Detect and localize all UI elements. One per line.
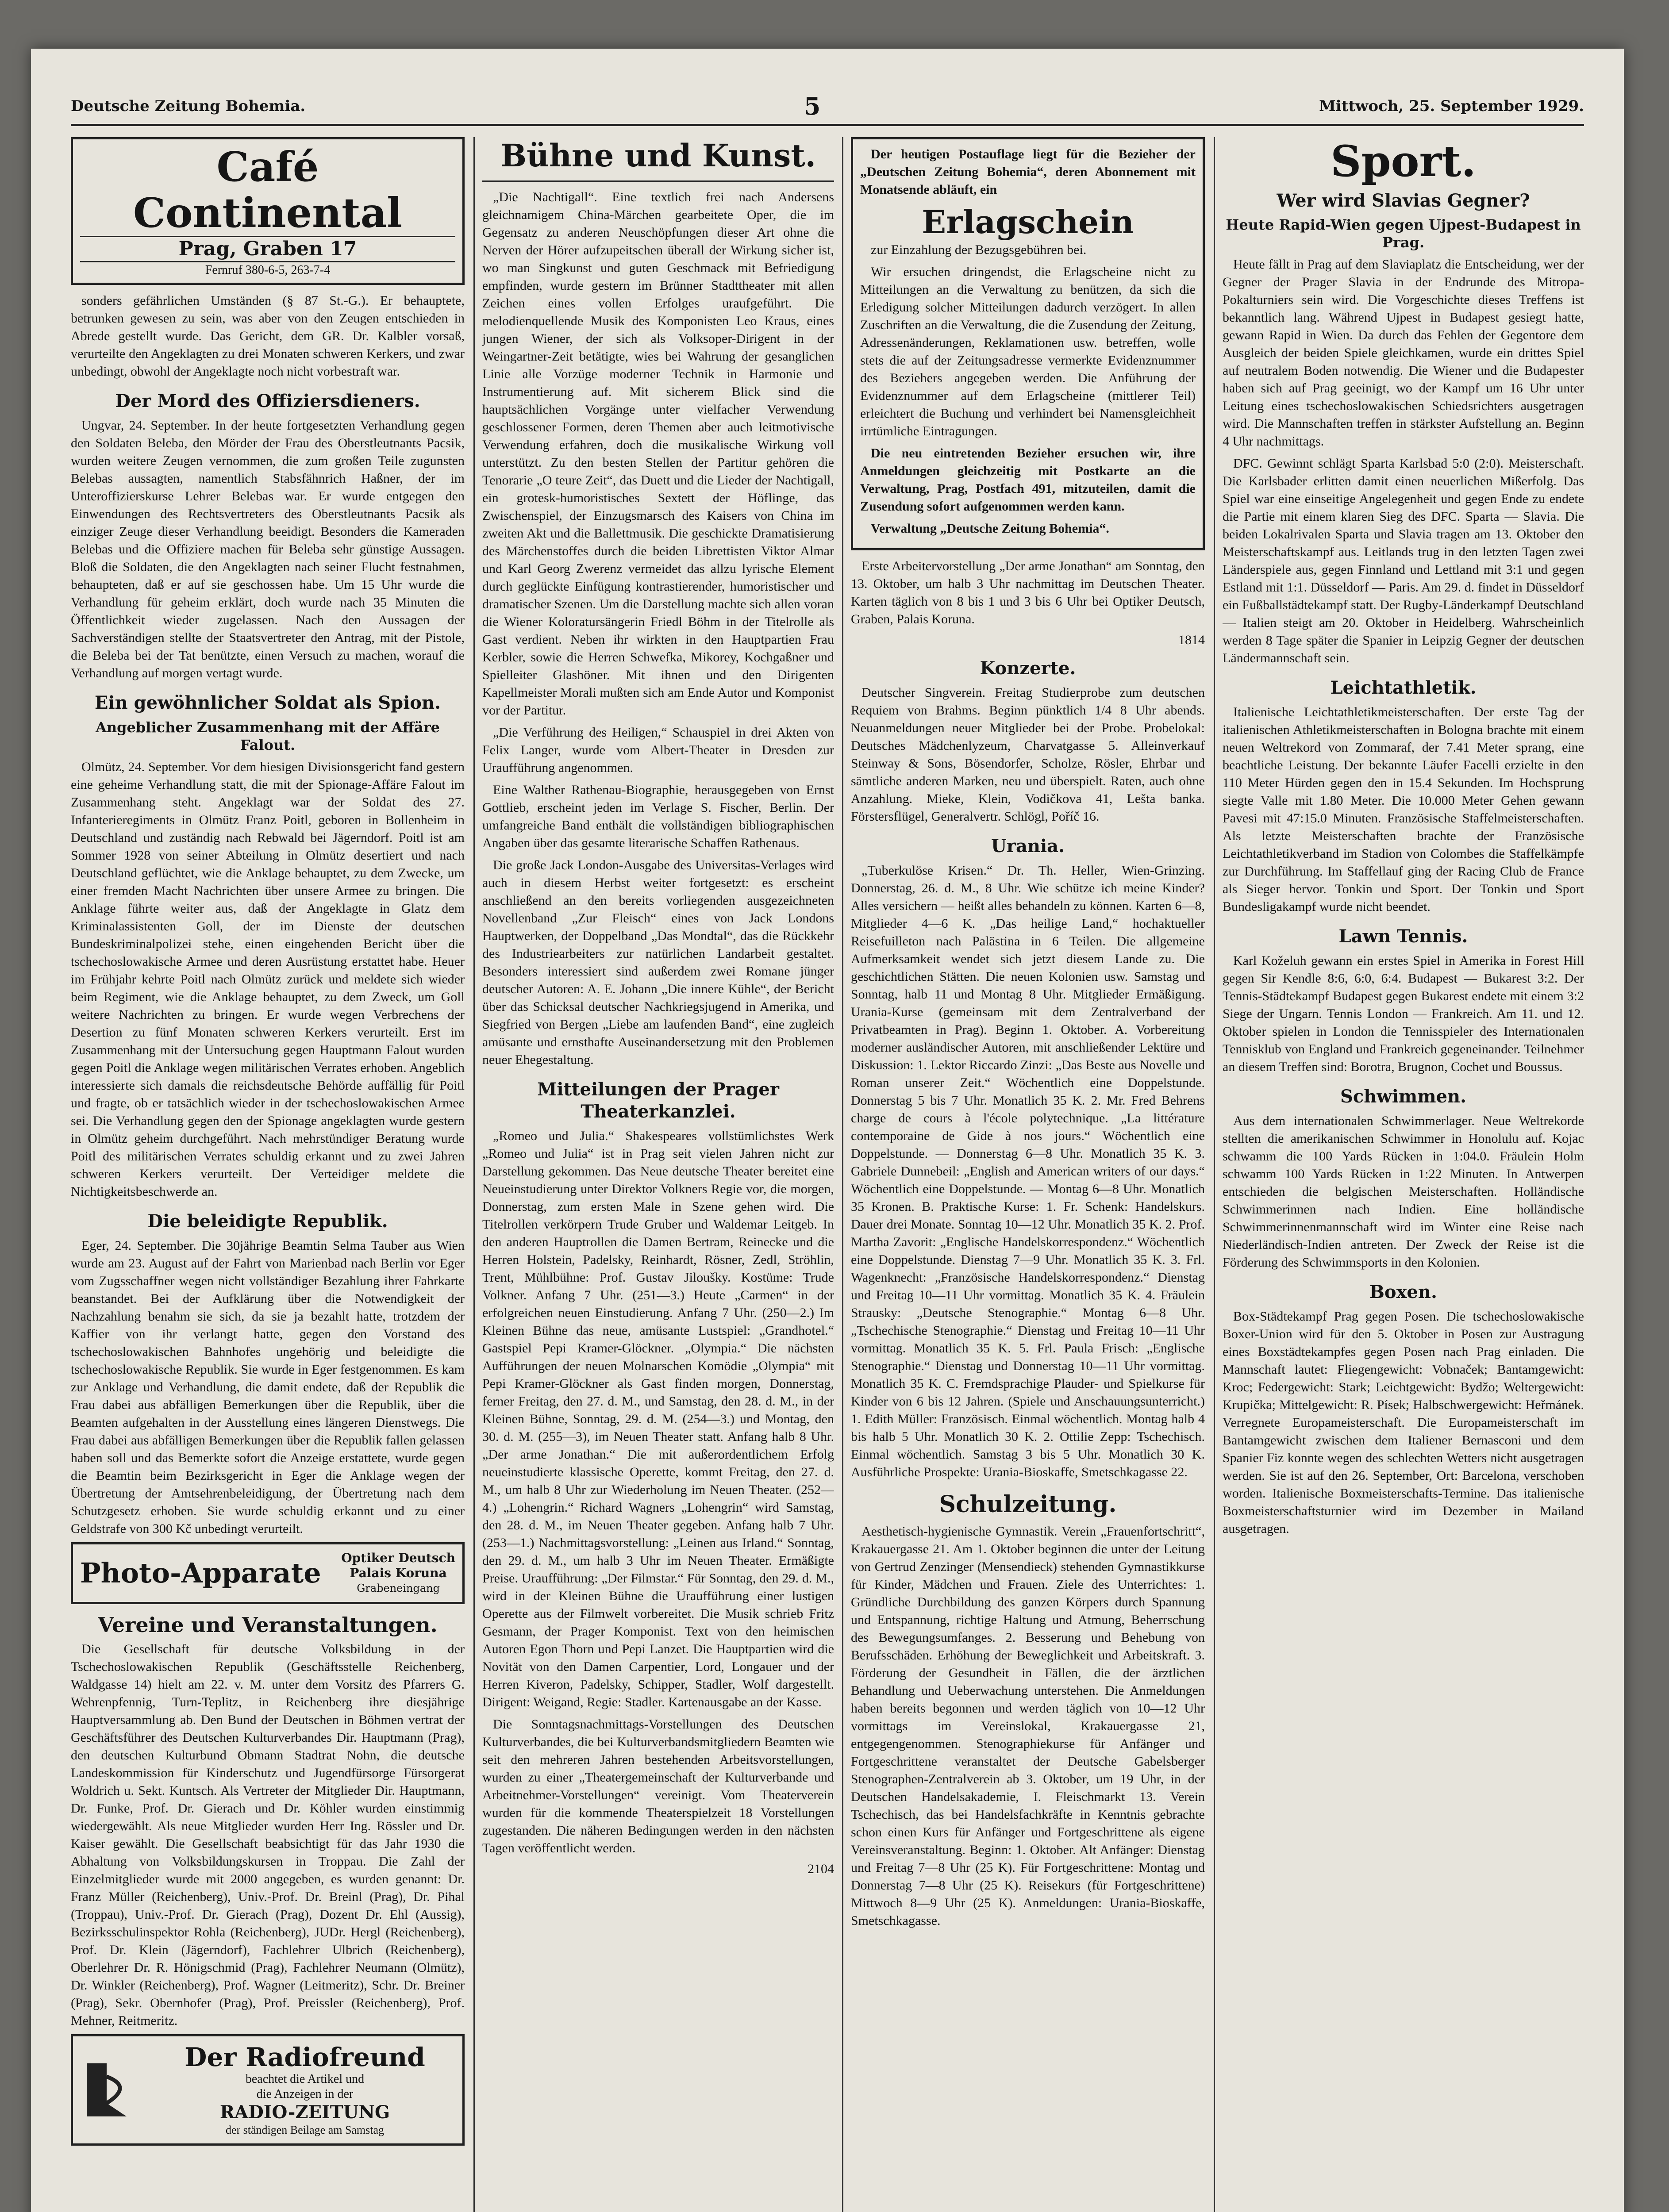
article-body: Italienische Leichtathletikmeisterschaften. Der erste Tag der italienischen Athletikmeisterschaften in Bologna brachte mit einem neuen Weltrekord von Zommaraf, der 7.41 Meter sprang, eine beachtliche Leistung. Der bekannte Läufer Facelli erzielte in den 110 Meter Hürden gegen den in 15.4 Sekunden. Im Hochsprung siegte Valle mit 1.80 Meter. Die 10.000 Meter Gehen gewann Pavesi mit 47:15.0 Minuten. Französische Staffelmeisterschaften. Als letzte Meisterschaften brachte der Französische Leichtathletikverband im Stadion von Colombes die Staffelkämpfe zur Durchführung. Im Staffellauf ging der Racing Club de France als Sieger hervor. Tonkin und Sport. Der Tonkin und Sport Bundesligakampf wurde nicht beendet.: [1223, 705, 1584, 914]
masthead-date: Mittwoch, 25. September 1929.: [1319, 97, 1584, 115]
section-headline: Konzerte.: [980, 658, 1076, 679]
article-body: DFC. Gewinnt schlägt Sparta Karlsbad 5:0 (2:0). Meisterschaft. Die Karlsbader erlitten damit einen neuerlichen Mißerfolg. Das Spiel war eine einseitige Angelegenheit und gegen Ende zu endete die Partie mit einem klaren Sieg des DFC. Sparta — Slavia. Die beiden Lokalrivalen Sparta und Slavia tragen am 13. Oktober den Meisterschaftskampf aus. Leitlands trug in den letzten Tagen zwei Länderspiele aus, gegen Finnland und Lettland mit 3:1 und gegen Estland mit 1:1. Düsseldorf — Paris. Am 29. d. findet in Düsseldorf ein Fußballstädtekampf statt. Der Rugby-Länderkampf Deutschland — Italien steigt am 20. Oktober in Heidelberg. Wahrscheinlich werden 8 Tage später die Spanier in Leipzig Gegner der deutschen Ländermannschaft sein.: [1223, 456, 1584, 665]
article-body: „Tuberkulöse Krisen.“ Dr. Th. Heller, Wien-Grinzing. Donnerstag, 26. d. M., 8 Uhr. Wie schütze ich meine Kinder? Alles versichern — heißt alles behandeln zu können. Karten 6—8, Mitglieder 4—6 K. „Das heilige Land,“ hochaktueller Reisefuilleton nach Palästina in 6 Teilen. Die allgemeine Aufmerksamkeit wendet sich jetzt diesem Lande zu. Die geschichtlichen Stätten. Die neuen Kolonien usw. Samstag und Sonntag, halb 11 und Montag 8 Uhr. Mitglieder Ermäßigung. Urania-Kurse (gemeinsam mit dem Zentralverband der Privatbeamten in Prag). Beginn 1. Oktober. A. Vorbereitung moderner ausländischer Autoren, mit anschließender Lektüre und Diskussion: 1. Lektor Riccardo Zinzi: „Das Beste aus Novelle und Roman unserer Zeit.“ Wöchentlich eine Doppelstunde. Donnerstag 5 bis 7 Uhr. Monatlich 35 K. 2. Mr. Fred Behrens charge de cours à l'école polytechnique. „La littérature contemporaine de Gide à nos jours.“ Wöchentlich eine Doppelstunde. — Donnerstag 6—8 Uhr. Monatlich 35 K. 3. Gabriele Dunnebeil: „English and American writers of our days.“ Wöchentlich eine Doppelstunde. — Montag 6—8 Uhr. Monatlich 35 Kronen. B. Praktische Kurse: 1. Fr. Schenk: Handelskurs. Dauer drei Monate. Sonntag 10—12 Uhr. Monatlich 35 K. 2. Prof. Martha Zavorit: „Englische Handelskorrespondenz.“ Wöchentlich eine Doppelstunde. Dienstag 7—9 Uhr. Monatlich 35 K. 3. Frl. Wagenknecht: „Französische Handelskorrespondenz.“ Dienstag und Freitag 10—11 Uhr vormittag. Monatlich 35 K. 4. Fräulein Strausky: „Deutsche Stenographie.“ Montag 6—8 Uhr. „Tschechische Stenographie.“ Dienstag und Freitag 10—11 Uhr vormittag. Monatlich 35 K. 5. Frl. Paula Frisch: „Englische Stenographie.“ Dienstag und Donnerstag 10—11 Uhr vormittag. Monatlich 35 K. C. Fremdsprachige Plauder- und Spielkurse für Kinder von 6 bis 12 Jahren. (Spiele und Anschauungsunterricht.) 1. Edith Müller: Französisch. Einmal wöchentlich. Montag halb 4 bis halb 5 Uhr. Monatlich 30 K. 2. Ottilie Zepp: Tschechisch. Einmal wöchentlich. Samstag 3 bis 5 Uhr. Monatlich 30 K. Ausführliche Prospekte: Urania-Bioskaffe, Smetschkagasse 22.: [851, 863, 1205, 1479]
radio-ad-text: [154, 2043, 455, 2137]
photo-ad-shop: [341, 1551, 455, 1596]
cafe-address: Prag, Graben 17: [80, 236, 455, 262]
radiofreund-ad: [71, 2034, 465, 2146]
article-body: Box-Städtekampf Prag gegen Posen. Die tschechoslowakische Boxer-Union wird für den 5. Oktober in Posen zur Austragung eines Boxstädtekampfes gegen Posen nach Prag einladen. Die Mannschaft lautet: Fliegengewicht: Vobnaček; Bantamgewicht: Kroc; Federgewicht: Stark; Leichtgewicht: Bydžo; Weltergewicht: Krupička; Mittelgewicht: R. Písek; Halbschwergewicht: Heřmánek. Verregnete Europameisterschaft. Die Europameisterschaft im Bantamgewicht zwischen dem Italiener Bernasconi und dem Spanier Fiz konnte wegen des schlechten Wetters nicht ausgetragen werden. Sie ist auf den 26. September, Ort: Barcelona, verschoben worden. Italienische Boxmeisterschafts-Termine. Das italienische Boxmeisterschaftsturnier wird im Dezember in Mailand ausgetragen.: [1223, 1309, 1584, 1536]
column-rule: [1214, 137, 1215, 2212]
photo-apparate-ad: [71, 1542, 465, 1604]
section-headline: Schwimmen.: [1340, 1086, 1467, 1107]
article-body: Eine Walther Rathenau-Biographie, herausgegeben von Ernst Gottlieb, erscheint jeden im Verlage S. Fischer, Berlin. Der umfangreiche Band enthält die vollständigen bibliographischen Angaben über das gesamte literarische Schaffen Rathenaus.: [482, 783, 834, 850]
notice-new-subscribers: Die neu eintretenden Bezieher ersuchen wir, ihre Anmeldungen gleichzeitig mit Postkarte an die Verwaltung, Prag, Postfach 491, mitzuteilen, damit die Zusendung sofort aufgenommen werden kann.: [860, 446, 1196, 514]
photo-ad-shop-name: Optiker Deutsch: [341, 1551, 455, 1565]
article-body: Eger, 24. September. Die 30jährige Beamtin Selma Tauber aus Wien wurde am 23. August auf der Fahrt von Marienbad nach Berlin vor Eger vom Zugsschaffner wegen nicht vollständiger Bezahlung ihrer Fahrkarte beanstandet. Bei der Aufklärung über die Notwendigkeit der Nachzahlung benahm sie sich, da sie ja bezahlt hatte, trotzdem der Kaffier von ihr verlangt hatte, gegen den Vorstand des tschechoslowakischen Bahnhofes ungehörig und beleidigte die tschechoslowakische Republik. Sie wurde in Eger festgenommen. Es kam zur Anklage und Verhandlung, die damit endete, daß der Republik die Frau dabei aus abfälligen Bemerkungen über die Republik, über die Beamten aufgehalten in der Ausstellung eines längeren Dienstwegs. Die Frau dabei aus abfälligen Bemerkungen über die Republik fallen gelassen haben soll und das Bemerkte sofort die Anzeige erstattete, wurde gegen die Beamtin beim Bezirksgericht in Eger die Anklage wegen der Übertretung der Amtsehrenbeleidigung, der Übertretung nach dem Schutzgesetz erhoben. Sie wurde schuldig erkannt und zu einer Geldstrafe von 300 Kč unbedingt verurteilt.: [71, 1238, 465, 1536]
newspaper-page: [31, 49, 1624, 2212]
article-body: Die Gesellschaft für deutsche Volksbildung in der Tschechoslowakischen Republik (Geschäftsstelle Reichenberg, Waldgasse 14) hielt am 22. v. M. unter dem Vorsitz des Pfarrers G. Wehrenpfennig, Turn-Teplitz, in Reichenberg ihre diesjährige Hauptversammlung ab. Den Bund der Deutschen in Böhmen vertrat der Geschäftsführer des Deutschen Kulturverbandes Dir. Hauptmann (Prag), den deutschen Kulturbund Obmann Stadtrat Nohn, die deutsche Landeskommission für Kinderschutz und Jugendfürsorge Fürsorgerat Woldrich u. Sekt. Kuntsch. Als Vertreter der Mitglieder Dir. Hauptmann, Dr. Funke, Prof. Dr. Gierach und Dr. Köhler wurden einstimmig wiedergewählt. Als neue Mitglieder wurden Herr Ing. Rössler und Dr. Kaiser gewählt. Die Gesellschaft beabsichtigt für das Jahr 1930 die Abhaltung von Volksbildungskursen in Troppau. Die Zahl der Einzelmitglieder wurde mit 2000 angegeben, es wurden genannt: Dr. Franz Müller (Reichenberg), Univ.-Prof. Dr. Breinl (Prag), Dr. Pihal (Troppau), Univ.-Prof. Dr. Gierach (Prag), Dozent Dr. Ehl (Aussig), Bezirksschulinspektor Rohla (Reichenberg), JUDr. Hergl (Reichenberg), Prof. Dr. Klein (Jägerndorf), Fachlehrer Ulbrich (Reichenberg), Oberlehrer Dr. R. Hönigschmid (Prag), Fachlehrer Neumann (Olmütz), Dr. Winkler (Reichenberg), Prof. Wagner (Leitmeritz), Schr. Dr. Breiner (Prag), Sekr. Obernhofer (Prag), Prof. Preissler (Reichenberg), Prof. Mehner, Reitmeritz.: [71, 1642, 465, 2028]
article-headline: Der Mord des Offiziersdieners.: [115, 391, 420, 411]
radio-ad-title: Der Radiofreund: [185, 2042, 425, 2072]
erlagschein-title: Erlagschein: [922, 203, 1134, 241]
article-body: „Romeo und Julia.“ Shakespeares vollstümlichstes Werk „Romeo und Julia“ ist in Prag seit vielen Jahren nicht zur Darstellung gekommen. Das Neue deutsche Theater bereitet eine Neueinstudierung unter Direktor Volkners Regie vor, die morgen, Donnerstag, zum ersten Male in Szene gehen wird. Die Titelrollen verkörpern Trude Gruber und Waldemar Leitgeb. In den anderen Hauptrollen die Damen Bertram, Reinecke und die Herren Holstein, Padelsky, Reinhardt, Rösner, Zedl, Ströhlin, Trent, Mühlbühne: Prof. Gustav Jiloušky. Kostüme: Trude Volkner. Anfang 7 Uhr. (251—3.) Heute „Carmen“ in der erfolgreichen neuen Einstudierung. Anfang 7 Uhr. (250—2.) Im Kleinen Bühne das neue, amüsante Lustspiel: „Grandhotel.“ Gastspiel Pepi Kramer-Glöckner. „Olympia.“ Die nächsten Aufführungen der neuen Molnarschen Komödie „Olympia“ mit Pepi Kramer-Glöckner als Gast finden morgen, Donnerstag, ferner Freitag, den 27. d. M., und Samstag, den 28. d. M., in der Kleinen Bühne, Sonntag, 29. d. M. (254—3.) und Montag, den 30. d. M. (255—3), im Neuen Theater statt. Anfang halb 8 Uhr. „Der arme Jonathan.“ Die mit außerordentlichem Erfolg neueinstudierte klassische Operette, kommt Freitag, den 27. d. M., um halb 8 Uhr zur Wiederholung im Neuen Theater. (252—4.) „Lohengrin.“ Richard Wagners „Lohengrin“ wird Samstag, den 28. d. M., im Neuen Theater gegeben. Anfang halb 7 Uhr. (253—1.) Nachmittagsvorstellung: „Leinen aus Irland.“ Sonntag, den 29. d. M., um halb 3 Uhr im Neuen Theater. Ermäßigte Preise. Uraufführung: „Der Filmstar.“ Für Sonntag, den 29. d. M., wird in der Kleinen Bühne die Uraufführung einer lustigen Operette aus der Filmwelt vorbereitet. Die Musik schrieb Fritz Gesmann, der Prager Komponist. Text von den heimischen Autoren Egon Thorn und Pepi Lanzet. Die Hauptpartien wird die Novität von den Damen Carpentier, Lord, Longauer und der Herren Kiveron, Padelsky, Schipper, Stadler, Wolf dargestellt. Dirigent: Weigand, Regie: Stadler. Kartenausgabe an der Kasse.: [482, 1129, 834, 1709]
erlagschein-notice: [851, 137, 1205, 550]
article-body: Deutscher Singverein. Freitag Studierprobe zum deutschen Requiem von Brahms. Beginn pünktlich 1/4 8 Uhr abends. Neuanmeldungen neuer Mitglieder bei der Probe. Probelokal: Deutsches Mädchenlyzeum, Charvatgasse 5. Alleinverkauf Steinway & Sons, Bösendorfer, Scholze, Rösler, Ehrbar und sämtliche anderen Marken, neu und überspielt. Raten, auch ohne Anzahlung. Mieke, Klein, Vodičkova 41, Lešta banka. Förstersflügel, Generalvertr. Schlögl, Poříč 16.: [851, 685, 1205, 824]
column-4: [1223, 137, 1584, 2212]
article-body: Heute fällt in Prag auf dem Slaviaplatz die Entscheidung, wer der Gegner der Prager Slavia in der Endrunde des Mitropa-Pokalturniers sein wird. Die Vorgeschichte dieses Treffens ist bekanntlich lang. Während Ujpest in Budapest gesiegt hatte, gewann Rapid in Wien. Da durch das Fehlen der Gegentore dem Ausgleich der beiden Spiele gleichkamen, wurde ein drittes Spiel auf neutralem Boden notwendig. Die Wiener und die Budapester haben sich auf Prag geeinigt, wo der Kampf um 16 Uhr unter Leitung eines tschechoslowakischen Schiedsrichters ausgetragen wird. Die Mannschaften treffen in stärkster Aufstellung an. Beginn 4 Uhr nachmittags.: [1223, 257, 1584, 449]
article-subheadline: Angeblicher Zusammenhang mit der Affäre Falout.: [96, 719, 440, 753]
column-3: [851, 137, 1205, 2212]
notice-signature: Verwaltung „Deutsche Zeitung Bohemia“.: [871, 521, 1109, 536]
radio-ad-line: die Anzeigen in der: [256, 2087, 354, 2101]
article-headline: Die beleidigte Republik.: [147, 1211, 388, 1232]
notice-intro: Der heutigen Postauflage liegt für die Bezieher der „Deutschen Zeitung Bohemia“, deren Abonnement mit Monatsende abläuft, ein: [860, 147, 1196, 197]
court-report-text: sonders gefährlichen Umständen (§ 87 St.-G.). Er behauptete, betrunken gewesen zu sein, was aber von den Zeugen entschieden in Abrede gestellt wurde. Das Gericht, dem GR. Dr. Kalbler vorsaß, verurteilte den Angeklagten zu drei Monaten schweren Kerkers, und zwar unbedingt, obwohl der Angeklagte noch nicht vorbestraft war.: [71, 293, 465, 379]
section-headline: Urania.: [991, 836, 1065, 856]
article-body: Aesthetisch-hygienische Gymnastik. Verein „Frauenfortschritt“, Krakauergasse 21. Am 1. Oktober beginnen die unter der Leitung von Gertrud Zenzinger (Mensendieck) stehenden Gymnastikkurse für Kinder, Mädchen und Frauen. Ziele des Unterrichtes: 1. Gründliche Durchbildung des ganzen Körpers durch Spannung und Entspannung, richtige Haltung und Atmung, Beherrschung des Bewegungsumfanges. 2. Besserung und Behebung von Berufsschäden. Erhöhung der Beweglichkeit und Arbeitskraft. 3. Förderung der Gesundheit in Fällen, die der ärztlichen Behandlung und Ueberwachung unterstehen. Die Anmeldungen haben bereits begonnen und werden täglich von 10—12 Uhr vormittags im Vereinslokal, Krakauergasse 21, entgegengenommen. Stenographiekurse für Anfänger und Fortgeschrittene veranstaltet der Deutsche Gabelsberger Stenographen-Zentralverein ab 3. Oktober, um 19 Uhr, in der Deutschen Handelsakademie, I. Fleischmarkt 13. Verein Tschechisch, das bei Handelsfachkräfte in Kenntnis gebrachte schon einen Kurs für Anfänger und Fortgeschrittene als eigene Vereinsveranstaltung. Beginn: 1. Oktober. Alt Anfänger: Dienstag und Freitag 7—8 Uhr (25 K). Für Fortgeschrittene: Montag und Donnerstag 7—8 Uhr (25 K). Reisekurs (für Fortgeschrittene) Mittwoch 8—9 Uhr (25 K). Anmeldungen: Urania-Bioskaffe, Smetschkagasse.: [851, 1524, 1205, 1928]
photo-ad-location: Palais Koruna: [350, 1566, 447, 1580]
article-headline: Vereine und Veranstaltungen.: [98, 1613, 438, 1637]
article-headline: Wer wird Slavias Gegner?: [1277, 190, 1530, 211]
page-number: 5: [804, 92, 821, 120]
article-body: „Die Verführung des Heiligen,“ Schauspiel in drei Akten von Felix Langer, wurde vom Albert-Theater in Dresden zur Uraufführung angenommen.: [482, 725, 834, 775]
cafe-phone: Fernruf 380-6-5, 263-7-4: [205, 263, 331, 277]
article-headline: Mitteilungen der Prager Theaterkanzlei.: [537, 1079, 779, 1122]
section-headline: Lawn Tennis.: [1338, 926, 1468, 947]
section-headline: Boxen.: [1369, 1282, 1437, 1302]
notice-body: Wir ersuchen dringendst, die Erlagscheine nicht zu Mitteilungen an die Verwaltung zu benützen, da sich die Erledigung solcher Mitteilungen dadurch verzögert. In allen Zuschriften an die Verwaltung, die die Zusendung der Zeitung, Adressenänderungen, Reklamationen usw. betreffen, wolle stets die auf der Zeitungsadresse vermerkte Evidenznummer des Beziehers angegeben werden. Die Anführung der Evidenznummer auf dem Erlagscheine (mittlerer Teil) erleichtert die Buchung und verhindert bei Namensgleichheit irrtümliche Eintragungen.: [860, 265, 1196, 438]
photo-ad-title: Photo-Apparate: [80, 1557, 321, 1589]
masthead-paper-name: Deutsche Zeitung Bohemia.: [71, 97, 306, 115]
article-body: Die Sonntagsnachmittags-Vorstellungen des Deutschen Kulturverbandes, die bei Kulturverbandsmitgliedern Beamten wie seit den mehreren Jahren bestehenden Arbeitsvorstellungen, wurden zu einer „Theatergemeinschaft der Kulturverbande und Arbeitnehmer-Vorstellungen“ vereinigt. Vom Theaterverein wurden für die kommende Theaterspielzeit 18 Vorstellungen zugestanden. Die näheren Bedingungen werden in den nächsten Tagen veröffentlicht werden.: [482, 1717, 834, 1855]
masthead: [71, 88, 1584, 126]
article-body: Erste Arbeitervorstellung „Der arme Jonathan“ am Sonntag, den 13. Oktober, um halb 3 Uhr nachmittag im Deutschen Theater. Karten täglich von 8 bis 1 und 3 bis 6 Uhr bei Optiker Deutsch, Graben, Palais Koruna.: [851, 559, 1205, 626]
erlagschein-subtitle: zur Einzahlung der Bezugsgebühren bei.: [871, 242, 1087, 257]
section-headline: Schulzeitung.: [939, 1491, 1117, 1518]
cafe-name: Café Continental: [133, 143, 403, 237]
photo-ad-street: Grabeneingang: [357, 1582, 440, 1594]
cafe-continental-ad: [71, 137, 465, 285]
column-1: [71, 137, 465, 2212]
article-body: Die große Jack London-Ausgabe des Universitas-Verlages wird auch in diesem Herbst weiter fortgesetzt: es erscheint anschließend an den bereits vorliegenden ausgezeichneten Novellenband „Zur Fleisch“ eines von Jack Londons Hauptwerken, der Doppelband „Das Mondtal“, das die Rückkehr des Industriearbeiters zur natürlichen Landarbeit gestaltet. Besonders interessiert sind außerdem zwei Romane jünger deutscher Autoren: A. E. Johann „Die innere Kühle“, der Bericht über das Schicksal deutscher Nachkriegsjugend in Amerika, und Siegfried von Bergen „Liebe am laufenden Band“, eine zugleich amüsante und ernsthafte Auseinandersetzung mit den Problemen neuer Ehegestaltung.: [482, 858, 834, 1067]
article-headline: Ein gewöhnlicher Soldat als Spion.: [94, 692, 441, 713]
divider: [482, 180, 834, 182]
section-headline: Sport.: [1331, 137, 1476, 186]
article-body: Ungvar, 24. September. In der heute fortgesetzten Verhandlung gegen den Soldaten Beleba, den Mörder der Frau des Oberstleutnants Pacsik, wurden weitere Zeugen vernommen, die zum großen Teile zugunsten Belebas aussagten, namentlich Stabsfähnrich Haßner, der im Unteroffizierskurse Lehrer Belebas war. Er wurde entgegen den Einwendungen des Rechtsvertreters des Oberstleutnants Pacsik als einziger Zeuge dieser Verhandlung beeidigt. Besonders die Kameraden Belebas und die Offiziere machen für Beleba sehr günstige Aussagen. Bloß die Soldaten, die den Angeklagten nach seiner Flucht festnahmen, behaupteten, daß er auf sie geschossen habe. Um 15 Uhr wurde die Verhandlung für geheim erklärt, doch wurde nach 35 Minuten die Öffentlichkeit wieder zugelassen. Nach den Aussagen der Sachverständigen stellte der Staatsvertreter den Antrag, mit der Pistole, die Beleba bei der Tat benützte, einen Versuch zu machen, worauf die Verhandlung auf morgen vertagt wurde.: [71, 418, 465, 680]
column-rule: [473, 137, 475, 2212]
section-headline: Leichtathletik.: [1330, 677, 1477, 698]
column-2: [482, 137, 834, 2212]
radio-ad-line: der ständigen Beilage am Samstag: [225, 2124, 385, 2136]
radio-ad-line: beachtet die Artikel und: [245, 2072, 365, 2086]
article-body: Olmütz, 24. September. Vor dem hiesigen Divisionsgericht fand gestern eine geheime Verhandlung statt, die mit der Spionage-Affäre Falout im Zusammenhang steht. Angeklagt war der Soldat des 27. Infanterieregiments in Olmütz Franz Poitl, geboren in Bollenheim in Deutschland und zuständig nach Rebwald bei Jägerndorf. Poitl ist am Sommer 1928 von seiner Abteilung in Olmütz desertiert und nach Deutschland geflüchtet, wie die Anklage behauptet, zu dem Zwecke, um einer fremden Macht Nachrichten über unsere Armee zu bringen. Die Anklage führte weiter aus, daß der Angeklagte in Glatz dem Kriminalassistenten Goll, der im Dienste der deutschen Bundeskriminalpolizei stehe, einen eingehenden Bericht über die tschechoslowakische Armee und deren Ausrüstung erstattet habe. Heuer im Frühjahr kehrte Poitl nach Olmütz zurück und meldete sich wieder beim Regiment, wie die Anklage behauptet, zu dem Zweck, um Goll weitere Nachrichten zu bringen. Er wurde wegen Verbrechens der Desertion zu fünf Monaten schweren Kerkers verurteilt. Erst im Zusammenhang mit der Untersuchung gegen Hauptmann Falout wurden gegen Poitl die Anklage wegen militärischen Verrates erhoben. Angeblich interessierte sich damals die reichsdeutsche Behörde auffällig für Poitl und fragte, ob er tatsächlich wieder in der tschechoslowakischen Armee sei. Die Verhandlung gegen den der Spionage angeklagten wurde gestern in Olmütz geheim durchgeführt. Nach mehrstündiger Beratung wurde Poitl des militärischen Verrates schuldig erkannt und zu zwei Jahren schweren Kerkers verurteilt. Der Verteidiger meldete die Nichtigkeitsbeschwerde an.: [71, 760, 465, 1199]
notice-number: 2104: [808, 1862, 834, 1876]
section-headline: Bühne und Kunst.: [500, 137, 816, 174]
article-body: „Die Nachtigall“. Eine textlich frei nach Andersens gleichnamigem China-Märchen gearbeitete Oper, die im Gegensatz zu anderen Neuschöpfungen dieser Art ohne die Nerven der Hörer aufzupeitschen überall der Wirkung sicher ist, wo man Singkunst und guten Geschmack mit Befriedigung empfinden, wurde gestern im Brünner Stadttheater mit allen Zeichen eines vollen Erfolges uraufgeführt. Die melodienquellende Musik des Komponisten Leo Kraus, eines jungen Wiener, der sich als Volksoper-Dirigent in der Weingartner-Zeit betätigte, wies bei Wahrung der gesanglichen Linie alle Vorzüge moderner Technik in Harmonie und Instrumentierung auf. Mit sicherem Blick sind die hauptsächlichen Vorgänge unter vielfacher Verwendung geschlossener Formen, deren Themen aber auch leitmotivische Verwendung erfahren, doch die musikalische Wirkung voll unterstützt. Zu den besten Stellen der Partitur gehören die Tenorarie „O teure Zeit“, das Duett und die Lieder der Nachtigall, ein grotesk-humoristisches Sextett der Höflinge, das Zwischenspiel, der Einzugsmarsch des Kaisers von China im zweiten Akt und die Ballettmusik. Die geschickte Dramatisierung des Märchenstoffes durch die beiden Librettisten Viktor Almar und Karl Georg Zwerenz vermeidet das allzu lyrische Element durch geglückte Einfügung kontrastierender, humoristischer und dramatischer Szenen. Um die Darstellung machte sich allen voran die Wiener Koloratursängerin Friedl Böhm in der Titelrolle als Gast verdient. Neben ihr wirkten in den Hauptpartien Frau Kerbler, sowie die Herren Schwefka, Mikorey, Kochgaßner und Spielleiter Glashöner. Mit ihnen und den Dirigenten Kapellmeister Morali mußten sich am Ende Autor und Komponist vor der Partitur.: [482, 190, 834, 718]
article-body: Aus dem internationalen Schwimmerlager. Neue Weltrekorde stellten die amerikanischen Schwimmer in Honolulu auf. Kojac schwamm die 100 Yards Rücken in 1:04.0. Fräulein Holm schwamm 100 Yards Rücken in 1:22 Minuten. In Antwerpen entschieden die belgischen Meisterschaften. Holländische Schwimmerinnen nach Indien. Eine holländische Schwimmerinnenmannschaft wird im Winter eine Reise nach Niederländisch-Indien antreten. Der Zweck der Reise ist die Förderung des Schwimmsports in den Kolonien.: [1223, 1114, 1584, 1270]
loudspeaker-icon: [80, 2057, 146, 2123]
radio-ad-paper: RADIO-ZEITUNG: [219, 2102, 390, 2123]
notice-number: 1814: [1178, 633, 1205, 647]
column-rule: [842, 137, 843, 2212]
article-body: Karl Koželuh gewann ein erstes Spiel in Amerika in Forest Hill gegen Sir Kendle 8:6, 6:0, 6:4. Budapest — Bukarest 3:2. Der Tennis-Städtekampf Budapest gegen Bukarest endete mit einem 3:2 Siege der Ungarn. Tennis London — Frankreich. Am 11. und 12. Oktober spielen in London die Tennisspieler des Internationalen Tennisklub von England und Frankreich gegeneinander. Teilnehmer an diesem Treffen sind: Borotra, Brugnon, Cochet und Boussus.: [1223, 953, 1584, 1074]
article-subheadline: Heute Rapid-Wien gegen Ujpest-Budapest in Prag.: [1226, 216, 1581, 251]
